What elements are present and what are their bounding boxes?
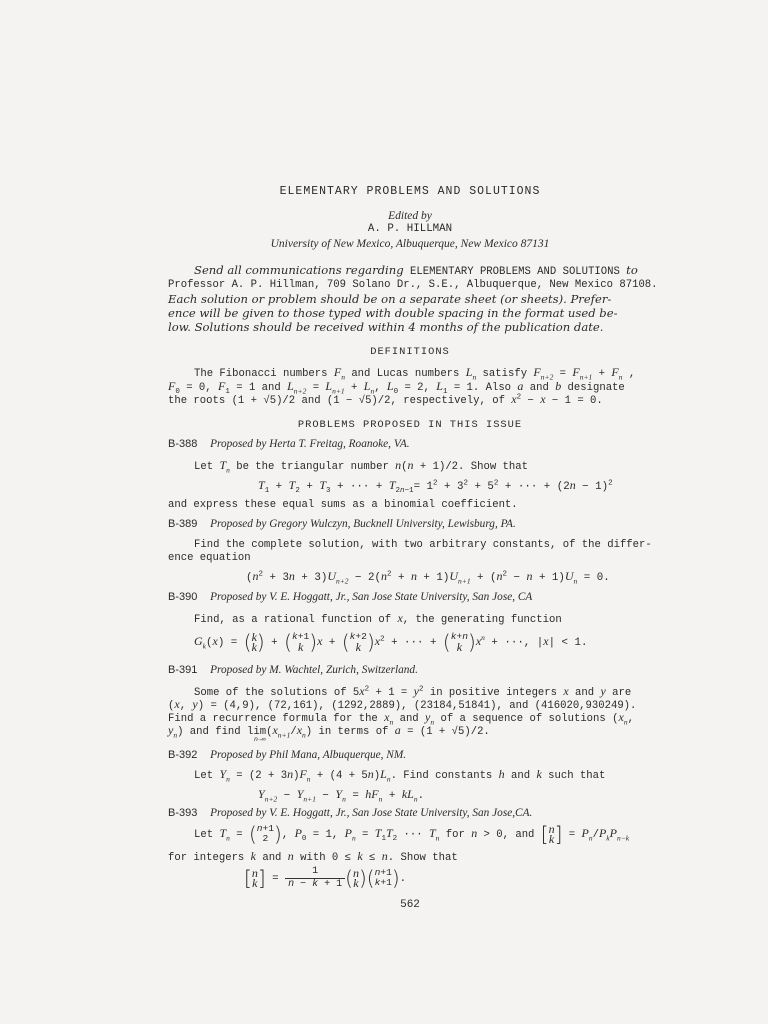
- definitions-line-2: $F_0 = 0$, $F_1 = 1$ and $L_{n+2} = L_{n+1} + L_n$, $L_0 = 2$, $L_1 = 1$. Also a and b designate: [168, 379, 625, 397]
- editor-affiliation: University of New Mexico, Albuquerque, New Mexico 87131: [270, 238, 550, 250]
- problems-heading: PROBLEMS PROPOSED IN THIS ISSUE: [297, 419, 523, 431]
- limit-subscript: n→∞: [254, 736, 266, 743]
- problem-b390-text: Find, as a rational function of x, the generating function: [194, 611, 562, 626]
- problem-b389-text-1: Find the complete solution, with two arbitrary constants, of the differ-: [194, 539, 652, 551]
- problem-b389-header: B-389 Proposed by Gregory Wulczyn, Bucknell University, Lewisburg, PA.: [168, 518, 516, 530]
- problem-b391-text-1: Some of the solutions of $5x^2 + 1 = y^2$ in positive integers x and y are: [194, 684, 632, 699]
- intro-line-5: low. Solutions should be received within 4 months of the publication date.: [168, 320, 604, 334]
- intro-line-3: Each solution or problem should be on a separate sheet (or sheets). Prefer-: [168, 292, 612, 306]
- page-title: ELEMENTARY PROBLEMS AND SOLUTIONS: [279, 185, 541, 198]
- problem-b391-header: B-391 Proposed by M. Wachtel, Zurich, Switzerland.: [168, 664, 418, 676]
- problem-b390-equation: $G_k(x)$ = ( k k ) + ( k+1 k )x + ( k+2 k )$x^2$ + ··· + ( k+n k )$x^n$ + ···, |x| < 1.: [194, 630, 588, 655]
- editor-name: A. P. HILLMAN: [367, 223, 453, 235]
- page-number: 562: [400, 899, 420, 911]
- problem-b389-text-2: ence equation: [168, 552, 251, 564]
- problem-b391-text-3: Find a recurrence formula for the $x_n$ and $y_n$ of a sequence of solutions ($x_n$,: [168, 710, 634, 727]
- problem-b388-tail: and express these equal sums as a binomial coefficient.: [168, 499, 518, 511]
- problem-b392-text: Let $Y_n = (2 + 3n)F_n + (4 + 5n)L_n$. Find constants h and k such that: [194, 767, 606, 784]
- problem-b388-equation: $T_1 + T_2 + T_3$ + ··· + $T_{2n-1}= 1^2 + 3^2 + 5^2$ + ··· + $(2n - 1)^2$: [258, 478, 613, 496]
- problem-b391-text-2: (x, y) = (4,9), (72,161), (1292,2889), (23184,51841), and (416020,930249).: [168, 697, 637, 712]
- problem-b388-text: Let $T_n$ be the triangular number n(n + 1)/2. Show that: [194, 458, 528, 475]
- problem-b391-text-4: $y_n$) and find $\lim(x_{n+1}/x_n)$ in terms of a = (1 + √5)/2.: [168, 723, 490, 740]
- problem-b393-text-1: Let $T_n$ = ( n+1 2 ), $P_0 = 1$, $P_n = T_1T_2$ ··· $T_n$ for n > 0, and [ n k ] = $P_n/P_kP_{n-k}$: [194, 822, 630, 847]
- problem-b393-equation: [ n k ] = $\frac{1}{n - k + 1}$ ( n k )( n+1 k+1 ).: [244, 865, 407, 891]
- definitions-heading: DEFINITIONS: [370, 346, 450, 358]
- problem-b390-header: B-390 Proposed by V. E. Hoggatt, Jr., San Jose State University, San Jose, CA: [168, 591, 533, 603]
- intro-line-2: Professor A. P. Hillman, 709 Solano Dr., S.E., Albuquerque, New Mexico 87108.: [168, 279, 658, 291]
- definitions-line-3: the roots (1 + √5)/2 and (1 − √5)/2, respectively, of $x^2 - x - 1 = 0$.: [168, 392, 603, 407]
- problem-b388-header: B-388 Proposed by Herta T. Freitag, Roanoke, VA.: [168, 438, 410, 450]
- problem-b389-equation: $(n^2 + 3n + 3)U_{n+2} - 2(n^2 + n + 1)U_{n+1} + (n^2 - n + 1)U_n = 0$.: [246, 569, 610, 586]
- edited-by: Edited by: [388, 210, 432, 222]
- problem-b393-text-2: for integers k and n with 0 ≤ k ≤ n. Show that: [168, 849, 458, 864]
- problem-b393-header: B-393 Proposed by V. E. Hoggatt, Jr., San Jose State University, San Jose,CA.: [168, 807, 533, 819]
- definitions-line-1: The Fibonacci numbers $F_n$ and Lucas numbers $L_n$ satisfy $F_{n+2} = F_{n+1} + F_n$ ,: [194, 365, 636, 382]
- intro-line-4: ence will be given to those typed with double spacing in the format used be-: [168, 306, 618, 320]
- problem-b392-equation: $Y_{n+2} - Y_{n+1} - Y_n = hF_n + kL_n$.: [258, 787, 425, 804]
- intro-line-1: Send all communications regarding ELEMENTARY PROBLEMS AND SOLUTIONS to: [194, 263, 638, 278]
- problem-b392-header: B-392 Proposed by Phil Mana, Albuquerque, NM.: [168, 749, 407, 761]
